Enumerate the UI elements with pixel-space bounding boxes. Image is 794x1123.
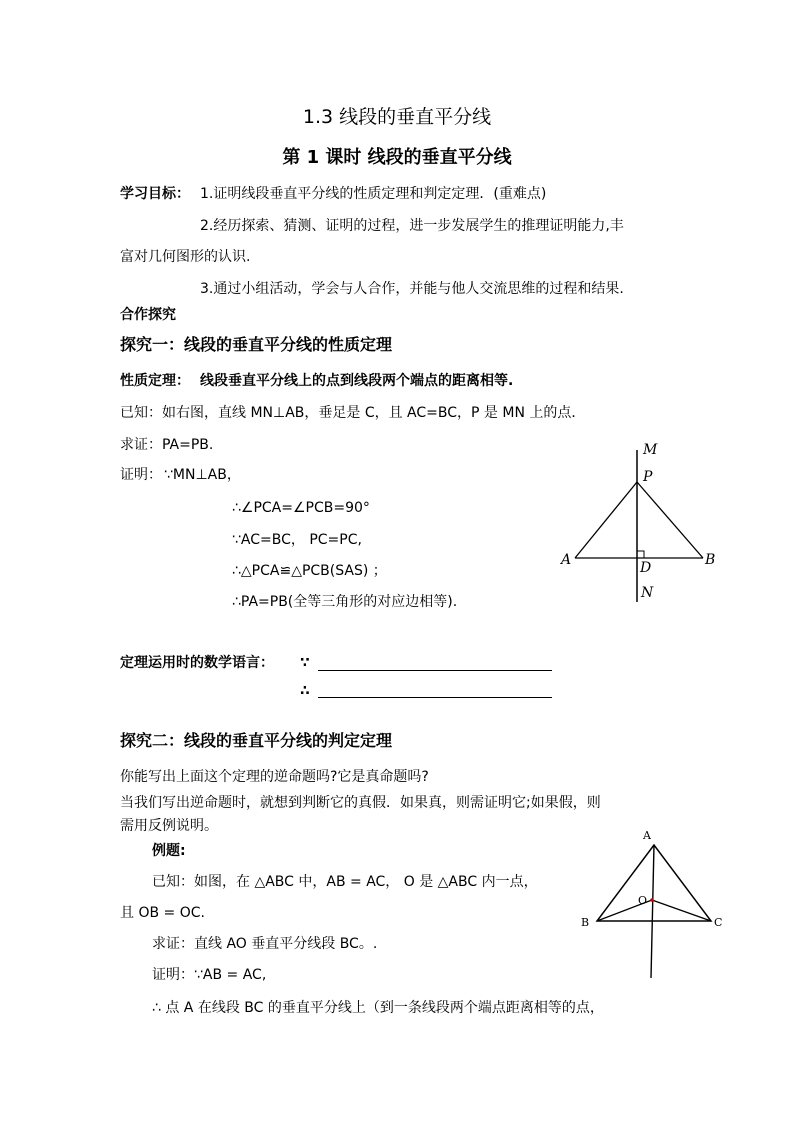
objectives-label: 学习目标：	[120, 186, 190, 202]
proof-step-3: ∵AC=BC， PC=PC,	[232, 532, 362, 548]
prove-text: 求证：PA=PB.	[120, 437, 214, 453]
example-prove: 求证：直线 AO 垂直平分线段 BC。.	[152, 936, 378, 952]
objective-1: 1.证明线段垂直平分线的性质定理和判定定理．(重难点)	[200, 186, 547, 202]
lesson-subtitle: 第 1 课时 线段的垂直平分线	[282, 147, 512, 168]
proof-step-5: ∴PA=PB(全等三角形的对应边相等).	[232, 594, 458, 610]
cooperative-label: 合作探究	[120, 307, 176, 323]
figure-perpendicular-bisector	[555, 440, 725, 610]
objective-2-line1: 2.经历探索、猜测、证明的过程，进一步发展学生的推理证明能力,丰	[200, 218, 624, 234]
label-c2: C	[714, 916, 723, 929]
label-o2: O	[638, 894, 648, 907]
question-2-line2: 需用反例说明。	[120, 818, 218, 834]
point-o	[650, 898, 654, 902]
label-a: A	[561, 552, 572, 568]
section2-heading: 探究二：线段的垂直平分线的判定定理	[120, 731, 393, 750]
example-given-line2: 且 OB = OC.	[120, 905, 205, 921]
question-2-line1: 当我们写出逆命题时，就想到判断它的真假．如果真，则需证明它;如果假，则	[120, 795, 601, 811]
property-label: 性质定理：	[120, 373, 190, 389]
therefore-symbol: ∴	[300, 683, 310, 699]
figure-isosceles-triangle	[575, 825, 735, 985]
segment-ao-extended	[651, 845, 654, 978]
proof-step-1: ∵MN⊥AB，	[164, 467, 241, 483]
objective-2-line2: 富对几何图形的认识.	[120, 249, 251, 265]
label-a2: A	[643, 829, 651, 842]
example-conclusion: ∴ 点 A 在线段 BC 的垂直平分线上（到一条线段两个端点距离相等的点，	[152, 1000, 604, 1016]
proof-step-4: ∴△PCA≌△PCB(SAS) ；	[232, 563, 387, 579]
property-text: 线段垂直平分线上的点到线段两个端点的距离相等.	[200, 373, 514, 389]
proof-label: 证明：	[120, 467, 162, 483]
label-b: B	[705, 552, 716, 568]
label-n: N	[641, 585, 654, 601]
objective-3: 3.通过小组活动，学会与人合作，并能与他人交流思维的过程和结果.	[200, 281, 624, 297]
segment-pb	[637, 482, 703, 558]
example-proof: 证明：∵AB = AC,	[152, 967, 267, 983]
segment-oc	[652, 900, 711, 921]
label-b2: B	[581, 916, 590, 929]
because-blank[interactable]	[318, 670, 552, 671]
page-title: 1.3 线段的垂直平分线	[302, 106, 492, 128]
because-symbol: ∵	[300, 655, 310, 671]
example-label: 例题:	[152, 843, 186, 859]
segment-pa	[575, 482, 637, 558]
label-m: M	[643, 442, 658, 458]
therefore-blank[interactable]	[318, 697, 552, 698]
math-language-label: 定理运用时的数学语言：	[120, 655, 274, 671]
right-angle-mark	[637, 551, 644, 558]
section1-heading: 探究一：线段的垂直平分线的性质定理	[120, 335, 393, 354]
label-p: P	[643, 469, 653, 485]
question-1: 你能写出上面这个定理的逆命题吗?它是真命题吗?	[120, 769, 429, 785]
proof-step-2: ∴∠PCA=∠PCB=90°	[232, 500, 370, 516]
example-given-line1: 已知：如图，在 △ABC 中，AB = AC， O 是 △ABC 内一点，	[152, 874, 538, 890]
label-d: D	[640, 560, 652, 576]
given-text: 已知：如右图，直线 MN⊥AB，垂足是 C，且 AC=BC，P 是 MN 上的点．	[120, 405, 586, 421]
